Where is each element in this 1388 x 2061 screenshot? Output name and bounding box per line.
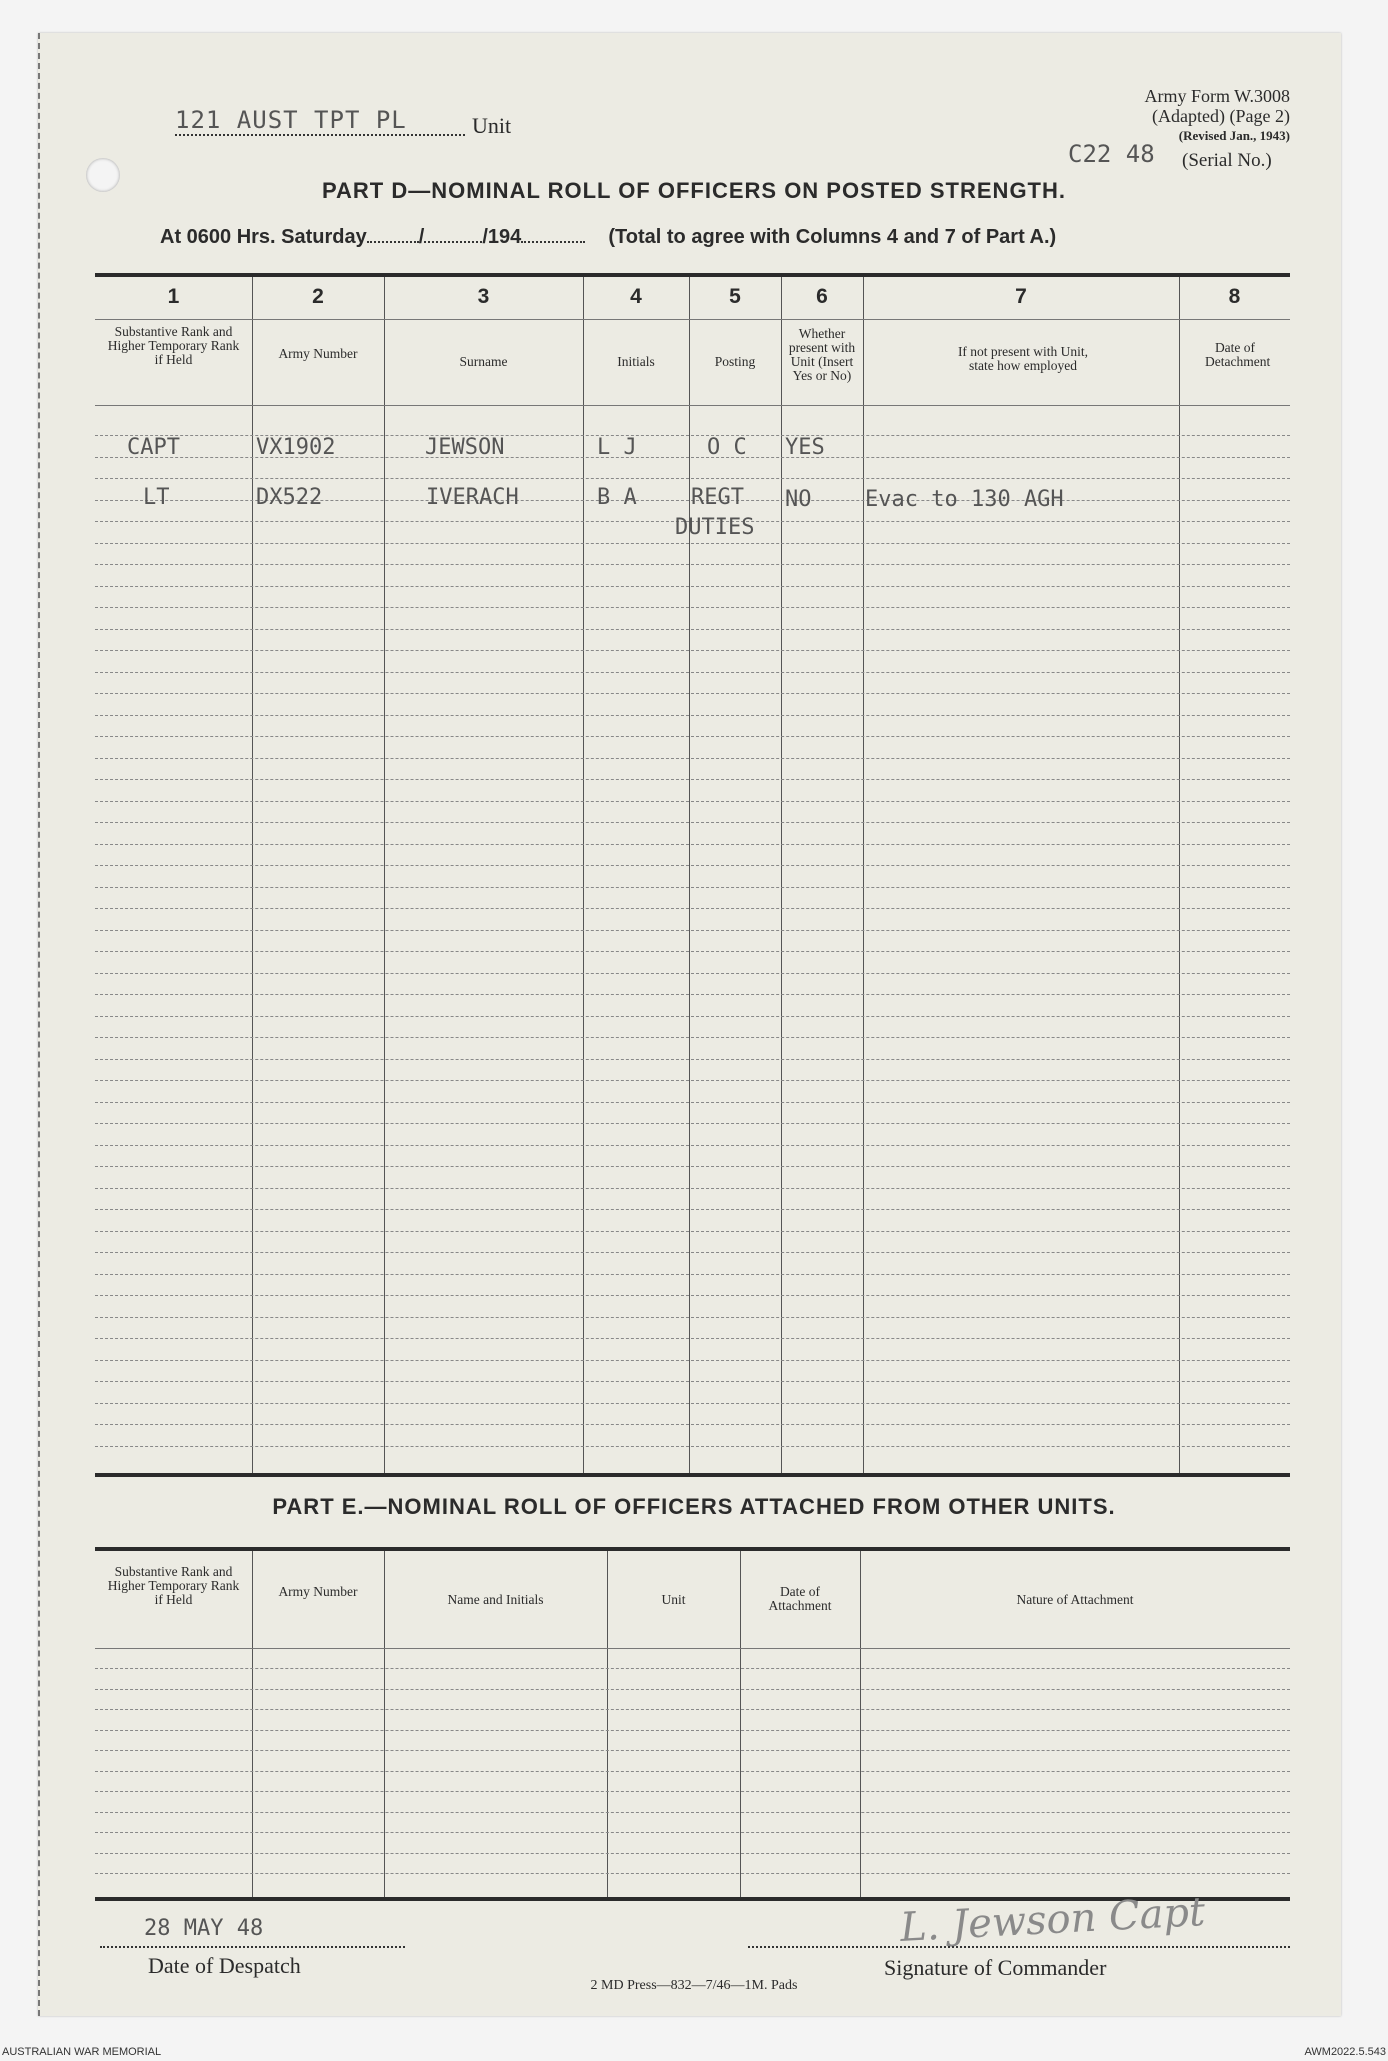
ruled-line bbox=[95, 564, 1290, 565]
part-e-title: PART E.—NOMINAL ROLL OF OFFICERS ATTACHED FROM OTHER UNITS. bbox=[272, 1494, 1116, 1519]
ruled-line bbox=[95, 1080, 1290, 1081]
ruled-line bbox=[95, 822, 1290, 823]
ruled-line bbox=[95, 1295, 1290, 1296]
row2-surname: IVERACH bbox=[426, 485, 519, 510]
ruled-line bbox=[95, 1689, 1290, 1690]
ruled-line bbox=[95, 715, 1290, 716]
ruled-line bbox=[95, 1424, 1290, 1425]
col-8-number: 8 bbox=[1228, 285, 1241, 308]
ruled-line bbox=[95, 1166, 1290, 1167]
ruled-line bbox=[95, 1791, 1290, 1792]
ruled-line bbox=[95, 801, 1290, 802]
ruled-line bbox=[95, 930, 1290, 931]
form-reference bbox=[1144, 86, 1290, 146]
col-1-header: Substantive Rank and Higher Temporary Rank if Held bbox=[107, 324, 240, 367]
perforated-edge bbox=[38, 33, 42, 2016]
form-line-1: Army Form W.3008 bbox=[1144, 86, 1290, 106]
ruled-line bbox=[95, 1145, 1290, 1146]
year-field bbox=[521, 227, 585, 243]
ruled-line bbox=[95, 693, 1290, 694]
slash-1: / bbox=[418, 226, 425, 248]
ruled-line bbox=[95, 994, 1290, 995]
despatch-date-value: 28 MAY 48 bbox=[144, 1916, 264, 1941]
commander-signature: L. Jewson Capt bbox=[899, 1889, 1207, 1951]
despatch-date-label: Date of Despatch bbox=[148, 1953, 301, 1978]
day-field bbox=[367, 227, 419, 243]
part-d-table bbox=[95, 273, 1290, 1477]
ruled-line bbox=[95, 1403, 1290, 1404]
ruled-line bbox=[95, 887, 1290, 888]
col-4-number: 4 bbox=[630, 285, 642, 308]
ruled-line bbox=[95, 586, 1290, 587]
col-1-number: 1 bbox=[167, 285, 180, 308]
row2-number: DX522 bbox=[256, 485, 323, 510]
unit-value: 121 AUST TPT PL bbox=[175, 106, 407, 134]
row1-surname: JEWSON bbox=[425, 435, 505, 460]
signature-line bbox=[748, 1946, 1290, 1948]
col-7-number: 7 bbox=[1015, 285, 1027, 308]
ruled-line bbox=[95, 951, 1290, 952]
ruled-line bbox=[95, 736, 1290, 737]
part-e-table bbox=[95, 1547, 1290, 1901]
ruled-line bbox=[95, 1252, 1290, 1253]
ruled-line bbox=[95, 1668, 1290, 1669]
signature-label: Signature of Commander bbox=[884, 1955, 1107, 1980]
row1-initials: L J bbox=[597, 435, 637, 460]
col-2-header: Army Number bbox=[278, 346, 358, 361]
ruled-line bbox=[95, 650, 1290, 651]
ruled-line bbox=[95, 1446, 1290, 1447]
ruled-line bbox=[95, 1853, 1290, 1854]
ruled-line bbox=[95, 1274, 1290, 1275]
e-col-4-header: Unit bbox=[661, 1592, 686, 1607]
ruled-line bbox=[95, 1059, 1290, 1060]
ruled-line bbox=[95, 1873, 1290, 1874]
row1-number: VX1902 bbox=[256, 435, 336, 460]
serial-label: (Serial No.) bbox=[1182, 150, 1272, 171]
year-prefix: /194 bbox=[482, 226, 522, 248]
ruled-line bbox=[95, 1037, 1290, 1038]
ruled-line bbox=[95, 607, 1290, 608]
ruled-line bbox=[95, 543, 1290, 544]
ruled-line bbox=[95, 779, 1290, 780]
col-4-header: Initials bbox=[617, 354, 655, 369]
ruled-line bbox=[95, 672, 1290, 673]
e-col-1-header: Substantive Rank and Higher Temporary Rank if Held bbox=[107, 1564, 240, 1607]
form-line-3: (Revised Jan., 1943) bbox=[1178, 128, 1290, 143]
col-6-number: 6 bbox=[816, 285, 828, 308]
part-d-subtitle bbox=[160, 226, 1056, 249]
ruled-line bbox=[95, 1832, 1290, 1833]
subtitle-at: At 0600 Hrs. Saturday bbox=[160, 226, 367, 248]
ruled-line bbox=[95, 1750, 1290, 1751]
form-line-2: (Adapted) (Page 2) bbox=[1152, 106, 1290, 126]
ruled-line bbox=[95, 1231, 1290, 1232]
col-2-number: 2 bbox=[312, 285, 324, 308]
ruled-line bbox=[95, 1209, 1290, 1210]
ruled-line bbox=[95, 1016, 1290, 1017]
ruled-line bbox=[95, 629, 1290, 630]
row2-rank: LT bbox=[143, 485, 170, 510]
ruled-line bbox=[95, 1771, 1290, 1772]
row2-posting-line2: DUTIES bbox=[675, 515, 755, 540]
col-3-number: 3 bbox=[477, 285, 490, 308]
e-col-6-header: Nature of Attachment bbox=[1016, 1592, 1134, 1607]
col-5-header: Posting bbox=[714, 354, 756, 369]
despatch-date-line bbox=[100, 1946, 405, 1948]
ruled-line bbox=[95, 1730, 1290, 1731]
unit-label: Unit bbox=[472, 113, 512, 138]
ruled-line bbox=[95, 908, 1290, 909]
ruled-line bbox=[95, 478, 1290, 479]
ruled-line bbox=[95, 1338, 1290, 1339]
ruled-line bbox=[95, 1123, 1290, 1124]
press-imprint: 2 MD Press—832—7/46—1M. Pads bbox=[590, 1978, 798, 1993]
ruled-line bbox=[95, 758, 1290, 759]
e-col-3-header: Name and Initials bbox=[447, 1592, 544, 1607]
row1-rank: CAPT bbox=[127, 435, 180, 460]
e-col-2-header: Army Number bbox=[278, 1584, 358, 1599]
col-3-header: Surname bbox=[459, 354, 508, 369]
col-6-header: Whether present with Unit (Insert Yes or No) bbox=[788, 326, 856, 383]
part-d-title: PART D—NOMINAL ROLL OF OFFICERS ON POSTED STRENGTH. bbox=[321, 178, 1066, 203]
ruled-line bbox=[95, 865, 1290, 866]
row2-employed: Evac to 130 AGH bbox=[865, 487, 1064, 512]
row1-posting: O C bbox=[707, 435, 747, 460]
e-col-5-header: Date of Attachment bbox=[768, 1584, 832, 1613]
col-7-header: If not present with Unit, state how employed bbox=[957, 344, 1089, 373]
caption-right: AWM2022.5.543 bbox=[1304, 2046, 1386, 2058]
row1-present: YES bbox=[785, 435, 825, 460]
row2-initials: B A bbox=[597, 485, 637, 510]
subtitle-total-note: (Total to agree with Columns 4 and 7 of Part A.) bbox=[608, 226, 1057, 248]
ruled-line bbox=[95, 1317, 1290, 1318]
row2-posting: REGT bbox=[691, 485, 744, 510]
ruled-line bbox=[95, 1381, 1290, 1382]
caption-left: AUSTRALIAN WAR MEMORIAL bbox=[2, 2046, 162, 2058]
ruled-line bbox=[95, 1102, 1290, 1103]
ruled-line bbox=[95, 1812, 1290, 1813]
ruled-line bbox=[95, 1360, 1290, 1361]
ruled-line bbox=[95, 973, 1290, 974]
serial-value: C22 48 bbox=[1068, 140, 1155, 168]
ruled-line bbox=[95, 1709, 1290, 1710]
col-5-number: 5 bbox=[729, 285, 741, 308]
row2-present: NO bbox=[785, 487, 812, 512]
col-8-header: Date of Detachment bbox=[1205, 340, 1271, 369]
ruled-line bbox=[95, 1188, 1290, 1189]
month-field bbox=[424, 227, 482, 243]
ruled-line bbox=[95, 844, 1290, 845]
